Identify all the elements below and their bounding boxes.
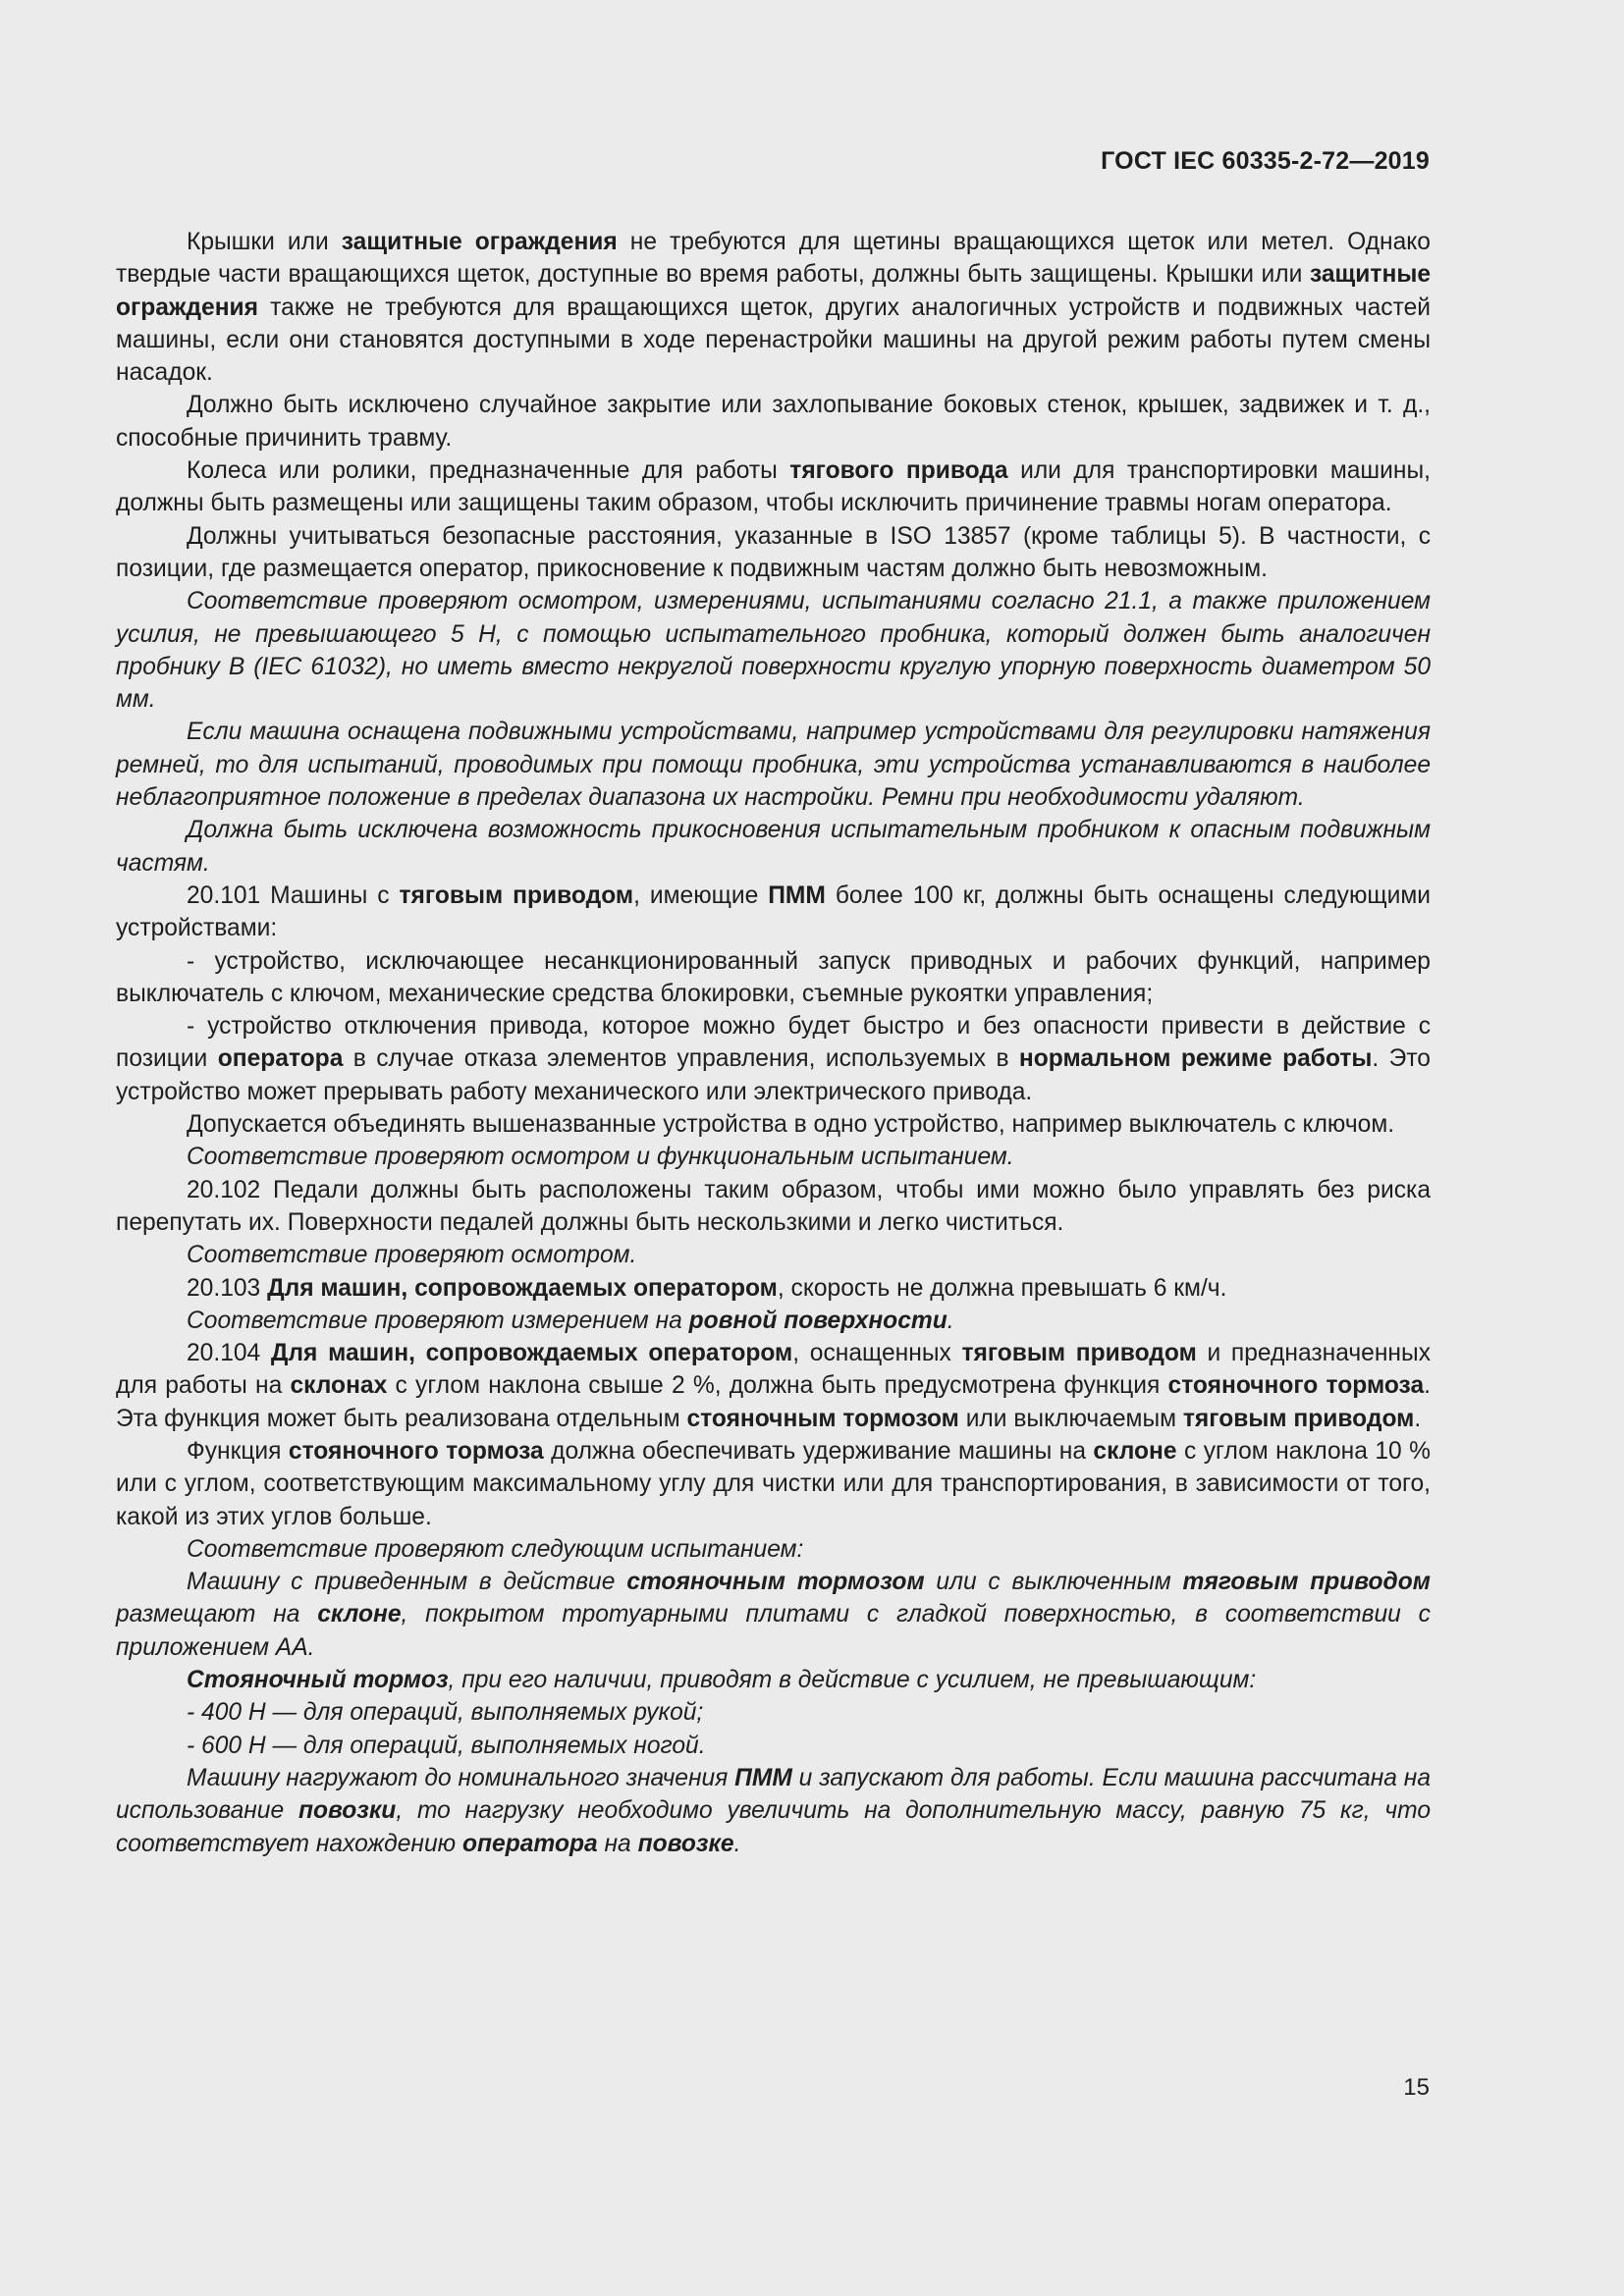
- paragraph: [116, 389, 1431, 454]
- bold-term: стояночным тормозом: [686, 1405, 959, 1432]
- text-run: на: [597, 1830, 638, 1857]
- text-run: или для транспортировки машины, должны быть размещены или защищены таким образом, чтобы исключить причинение травмы ногам оператора.: [116, 457, 1431, 517]
- bold-term: ПММ: [768, 881, 826, 909]
- text-run: , имеющие: [633, 881, 769, 909]
- text-run: - устройство, исключающее несанкционированный запуск приводных и рабочих функций, например выключатель с ключом, механические средства блокировки, съемные рукоятки управления;: [116, 947, 1431, 1007]
- bold-term: стояночным тормозом: [626, 1569, 925, 1596]
- bold-term: склоне: [1093, 1437, 1177, 1465]
- bold-term: оператора: [217, 1045, 344, 1073]
- document-code-header: ГОСТ IEC 60335-2-72—2019: [1101, 147, 1430, 175]
- text-run: более 100 кг, должны быть оснащены следующими устройствами:: [116, 881, 1432, 942]
- text-run: и запускают для работы. Если машина рассчитана на использование: [116, 1764, 1432, 1825]
- text-run: - 600 Н — для операций, выполняемых ногой.: [187, 1732, 706, 1759]
- paragraph: [116, 814, 1431, 880]
- bold-term: защитные ограждения: [341, 229, 618, 255]
- paragraph: [116, 880, 1431, 945]
- text-run: Допускается объединять вышеназванные устройства в одно устройство, например выключатель с ключом.: [187, 1111, 1395, 1139]
- text-run: 20.104: [187, 1340, 271, 1367]
- paragraph: [116, 1305, 1431, 1337]
- bold-term: тяговым приводом: [1182, 1569, 1431, 1596]
- text-run: , покрытом тротуарными плитами с гладкой поверхностью, в соответствии с приложением АА.: [116, 1601, 1431, 1661]
- bold-term: нормальном режиме работы: [1018, 1045, 1373, 1073]
- bold-term: тяговым приводом: [399, 881, 634, 909]
- text-run: Должны учитываться безопасные расстояния, указанные в ISO 13857 (кроме таблицы 5). В частности, с позиции, где размещается оператор, прикосновение к подвижным частям должно быть невозможным.: [116, 522, 1431, 582]
- text-run: 20.101 Машины с: [187, 881, 400, 909]
- text-run: Должно быть исключено случайное закрытие или захлопывание боковых стенок, крышек, задвижек и т. д., способные причинить травму.: [116, 392, 1431, 452]
- text-run: с углом наклона свыше 2 %, должна быть предусмотрена функция: [387, 1372, 1168, 1400]
- text-run: , оснащенных: [792, 1340, 962, 1367]
- paragraph: [116, 1141, 1431, 1173]
- text-run: 20.103: [187, 1274, 268, 1302]
- text-run: Крышки или: [187, 229, 342, 255]
- text-run: Соответствие проверяют осмотром.: [187, 1242, 637, 1269]
- paragraph: [116, 1435, 1431, 1533]
- text-run: Функция: [187, 1437, 289, 1465]
- paragraph: [116, 1664, 1431, 1696]
- bold-term: стояночного тормоза: [1167, 1372, 1425, 1400]
- text-run: должна обеспечивать удерживание машины на: [543, 1437, 1094, 1465]
- paragraph: [116, 1108, 1431, 1141]
- text-run: Должна быть исключена возможность прикосновения испытательным пробником к опасным подвижным частям.: [116, 817, 1431, 877]
- paragraph: [116, 226, 1431, 389]
- text-run: в случае отказа элементов управления, используемых в: [343, 1045, 1019, 1073]
- text-run: Соответствие проверяют следующим испытанием:: [187, 1535, 804, 1563]
- paragraph: [116, 1730, 1431, 1762]
- text-run: , при его наличии, приводят в действие с усилием, не превышающим:: [448, 1667, 1257, 1694]
- text-run: .: [1414, 1405, 1422, 1432]
- bold-term: склоне: [317, 1601, 402, 1629]
- text-run: - устройство отключения привода, которое можно будет быстро и без опасности привести в действие с позиции: [116, 1013, 1431, 1073]
- text-run: Машину с приведенным в действие: [187, 1569, 627, 1596]
- text-run: размещают на: [116, 1601, 318, 1629]
- paragraph: [116, 1696, 1431, 1729]
- text-run: Соответствие проверяют осмотром и функциональным испытанием.: [187, 1144, 1014, 1171]
- text-run: Колеса или ролики, предназначенные для работы: [187, 457, 790, 485]
- bold-term: Для машин, сопровождаемых оператором: [270, 1340, 793, 1367]
- paragraph: [116, 1566, 1431, 1664]
- text-run: Машину нагружают до номинального значения: [187, 1764, 735, 1791]
- paragraph: [116, 945, 1431, 1011]
- paragraph: [116, 1762, 1431, 1860]
- bold-term: повозке: [637, 1830, 734, 1857]
- page-number: 15: [1403, 2074, 1430, 2101]
- paragraph: [116, 585, 1431, 716]
- bold-term: Стояночный тормоз: [187, 1667, 449, 1694]
- bold-term: ПММ: [734, 1764, 792, 1791]
- paragraph: [116, 1010, 1431, 1108]
- text-run: также не требуются для вращающихся щеток, других аналогичных устройств и подвижных частей машины, если они становятся доступными в ходе перенастройки машины на другой режим работы путем смены насадок.: [116, 294, 1431, 387]
- text-run: 20.102 Педали должны быть расположены таким образом, чтобы ими можно было управлять без риска перепутать их. Поверхности педалей должны быть нескользкими и легко чиститься.: [116, 1176, 1431, 1236]
- bold-term: тяговым приводом: [961, 1340, 1197, 1367]
- text-run: .: [733, 1830, 741, 1857]
- paragraph: [116, 520, 1431, 586]
- bold-term: ровной поверхности: [688, 1307, 947, 1334]
- text-run: или с выключенным: [924, 1569, 1183, 1596]
- text-run: или выключаемым: [958, 1405, 1183, 1432]
- paragraph: [116, 1533, 1431, 1566]
- text-run: с углом наклона 10 % или с углом, соответствующим максимальному углу для чистки или для транспортирования, в зависимости от того, какой из этих углов больше.: [116, 1437, 1431, 1530]
- bold-term: Для машин, сопровождаемых оператором: [267, 1274, 778, 1302]
- text-run: не требуются для щетины вращающихся щеток или метел. Однако твердые части вращающихся щеток, доступные во время работы, должны быть защищены. Крышки или: [116, 229, 1431, 289]
- paragraph: [116, 1272, 1431, 1305]
- paragraph: [116, 1174, 1431, 1240]
- paragraph: [116, 716, 1431, 814]
- text-run: . Это устройство может прерывать работу механического или электрического привода.: [116, 1045, 1431, 1105]
- bold-term: тягового привода: [789, 457, 1008, 485]
- bold-term: стояночного тормоза: [288, 1437, 544, 1465]
- bold-term: защитные ограждения: [116, 261, 1431, 321]
- text-run: .: [947, 1307, 954, 1334]
- bold-term: тяговым приводом: [1182, 1405, 1415, 1432]
- text-run: Соответствие проверяют осмотром, измерениями, испытаниями согласно 21.1, а также приложением усилия, не превышающего 5 Н, с помощью испытательного пробника, который должен быть аналогичен пробнику В (IEC 61032), но иметь вместо некруглой поверхности круглую упорную поверхность диаметром 50 мм.: [116, 588, 1431, 714]
- text-run: - 400 Н — для операций, выполняемых рукой;: [187, 1699, 704, 1727]
- text-run: , то нагрузку необходимо увеличить на дополнительную массу, равную 75 кг, что соответствует нахождению: [116, 1797, 1431, 1857]
- bold-term: повозки: [298, 1797, 397, 1825]
- text-run: и предназначенных для работы на: [116, 1340, 1431, 1400]
- text-run: Соответствие проверяют измерением на: [187, 1307, 689, 1334]
- text-run: , скорость не должна превышать 6 км/ч.: [777, 1274, 1227, 1302]
- text-run: . Эта функция может быть реализована отдельным: [116, 1372, 1431, 1432]
- text-run: Если машина оснащена подвижными устройствами, например устройствами для регулировки натяжения ремней, то для испытаний, проводимых при помощи пробника, эти устройства устанавливаются в наиболее неблагоприятное положение в пределах диапазона их настройки. Ремни при необходимости удаляют.: [116, 719, 1431, 812]
- paragraph: [116, 1337, 1431, 1435]
- paragraph: [116, 1239, 1431, 1271]
- bold-term: склонах: [290, 1372, 388, 1400]
- bold-term: оператора: [461, 1830, 598, 1857]
- paragraph: [116, 454, 1431, 520]
- document-body: [116, 226, 1431, 1860]
